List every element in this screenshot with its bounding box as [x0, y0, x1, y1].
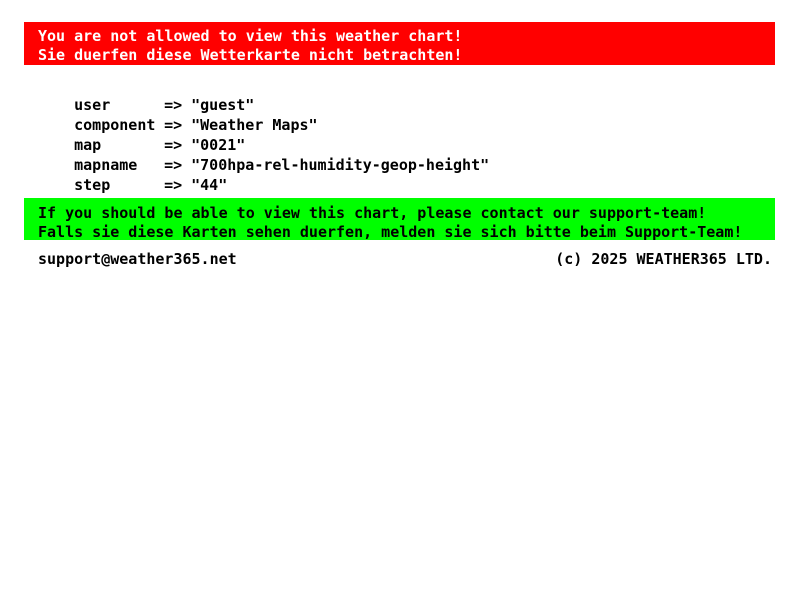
detail-key: component: [74, 116, 156, 134]
error-banner-line-en: You are not allowed to view this weather chart!: [38, 27, 463, 45]
detail-arrow: =>: [164, 96, 183, 114]
support-email: support@weather365.net: [38, 250, 237, 268]
detail-value: "44": [191, 176, 228, 194]
detail-arrow: =>: [164, 156, 183, 174]
detail-key: map: [74, 136, 102, 154]
support-banner-line-en: If you should be able to view this chart, please contact our support-team!: [38, 204, 707, 222]
support-banner-line-de: Falls sie diese Karten sehen duerfen, melden sie sich bitte beim Support-Team!: [38, 223, 743, 241]
detail-key: user: [74, 96, 111, 114]
error-banner-line-de: Sie duerfen diese Wetterkarte nicht betrachten!: [38, 46, 463, 64]
detail-arrow: =>: [164, 116, 183, 134]
request-details: [38, 81, 490, 194]
detail-value: "Weather Maps": [191, 116, 318, 134]
detail-row-user: [38, 81, 489, 114]
detail-value: "0021": [191, 136, 246, 154]
detail-value: "700hpa-rel-humidity-geop-height": [191, 156, 490, 174]
detail-key: step: [74, 176, 111, 194]
copyright-notice: (c) 2025 WEATHER365 LTD.: [555, 250, 772, 268]
detail-key: mapname: [74, 156, 138, 174]
footer: [38, 251, 772, 267]
detail-value: "guest": [191, 96, 255, 114]
detail-arrow: =>: [164, 136, 183, 154]
detail-arrow: =>: [164, 176, 183, 194]
support-banner: [24, 198, 775, 240]
error-banner: [24, 22, 775, 65]
